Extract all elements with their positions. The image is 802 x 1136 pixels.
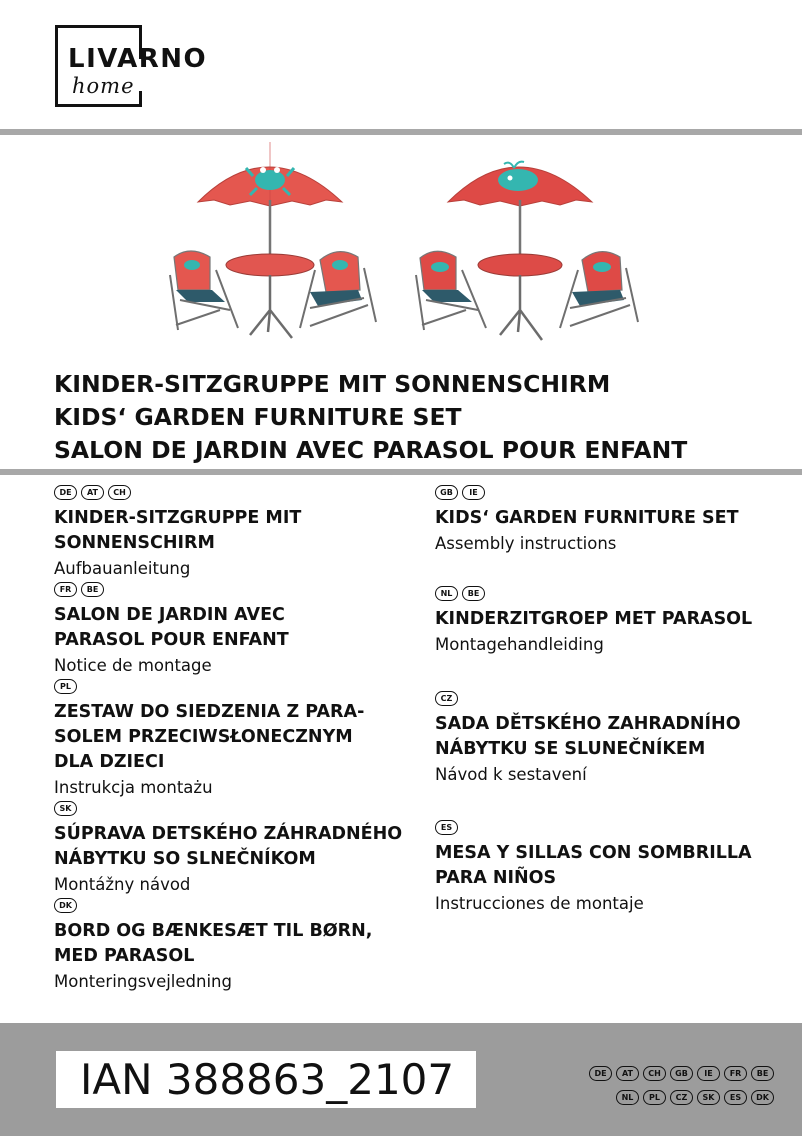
entry-title: SÚPRAVA DETSKÉHO ZÁHRADNÉHO — [54, 824, 403, 844]
top-divider — [0, 129, 802, 135]
language-entry-pl — [54, 679, 424, 800]
entry-title: KINDERZITGROEP MET PARASOL — [435, 609, 753, 629]
country-badge: NL — [435, 586, 458, 601]
language-entry-de — [54, 485, 424, 581]
brand-subname: home — [72, 74, 135, 98]
entry-subtitle: Instrucciones de montaje — [435, 894, 644, 913]
country-badge: FR — [724, 1066, 747, 1081]
country-badge: AT — [81, 485, 104, 500]
country-badge: GB — [670, 1066, 693, 1081]
entry-title: NÁBYTKU SO SLNEČNÍKOM — [54, 849, 316, 869]
entry-title: PARASOL POUR ENFANT — [54, 630, 289, 650]
country-badge: IE — [462, 485, 485, 500]
language-entry-es — [435, 820, 802, 916]
language-entry-fr — [54, 582, 424, 678]
language-column-right — [435, 484, 802, 916]
crab-icon — [255, 170, 285, 190]
logo-frame-segment — [139, 91, 142, 107]
main-title-de: KINDER-SITZGRUPPE MIT SONNENSCHIRM — [54, 370, 611, 398]
entry-subtitle: Montážny návod — [54, 875, 191, 894]
entry-title: MESA Y SILLAS CON SOMBRILLA — [435, 843, 752, 863]
country-badge: BE — [462, 586, 485, 601]
country-badge: NL — [616, 1090, 639, 1105]
entry-subtitle: Návod k sestavení — [435, 765, 587, 784]
whale-icon — [498, 169, 538, 191]
entry-title: ZESTAW DO SIEDZENIA Z PARA- — [54, 702, 365, 722]
footer-badges-row1 — [548, 1066, 774, 1081]
entry-title: BORD OG BÆNKESÆT TIL BØRN, — [54, 921, 373, 941]
country-badge: SK — [54, 801, 77, 816]
entry-title: KINDER-SITZGRUPPE MIT — [54, 508, 302, 528]
language-entry-sk — [54, 801, 424, 897]
language-column-left — [54, 484, 424, 994]
entry-subtitle: Assembly instructions — [435, 534, 617, 553]
entry-subtitle: Aufbauanleitung — [54, 559, 191, 578]
country-badge: CH — [108, 485, 131, 500]
language-entry-nl — [435, 586, 802, 690]
country-badge: FR — [54, 582, 77, 597]
country-badge: PL — [54, 679, 77, 694]
country-badge: CZ — [435, 691, 458, 706]
country-badge: BE — [81, 582, 104, 597]
country-badge: SK — [697, 1090, 720, 1105]
language-entry-cz — [435, 691, 802, 819]
product-illustration — [150, 140, 650, 355]
entry-title: PARA NIÑOS — [435, 868, 557, 888]
country-badge: DE — [54, 485, 77, 500]
language-entry-gb — [435, 485, 802, 585]
country-badge: CZ — [670, 1090, 693, 1105]
country-badge: BE — [751, 1066, 774, 1081]
entry-title: KIDS‘ GARDEN FURNITURE SET — [435, 508, 739, 528]
entry-subtitle: Instrukcja montażu — [54, 778, 213, 797]
entry-subtitle: Monteringsvejledning — [54, 972, 232, 991]
main-title-en: KIDS‘ GARDEN FURNITURE SET — [54, 403, 462, 431]
whale-furniture-set — [416, 162, 638, 340]
entry-subtitle: Montagehandleiding — [435, 635, 604, 654]
entry-title: SONNENSCHIRM — [54, 533, 215, 553]
country-badge: PL — [643, 1090, 666, 1105]
country-badge: DK — [751, 1090, 774, 1105]
crab-furniture-set — [170, 142, 376, 338]
entry-subtitle: Notice de montage — [54, 656, 212, 675]
brand-name: LIVARNO — [68, 44, 208, 74]
country-badge: ES — [435, 820, 458, 835]
country-badge: CH — [643, 1066, 666, 1081]
language-entry-dk — [54, 898, 424, 994]
country-badge: IE — [697, 1066, 720, 1081]
country-badge: AT — [616, 1066, 639, 1081]
entry-title: DLA DZIECI — [54, 752, 165, 772]
entry-title: SALON DE JARDIN AVEC — [54, 605, 285, 625]
entry-title: SOLEM PRZECIWSŁONECZNYM — [54, 727, 353, 747]
entry-title: NÁBYTKU SE SLUNEČNÍKEM — [435, 739, 706, 759]
main-title-fr: SALON DE JARDIN AVEC PARASOL POUR ENFANT — [54, 436, 688, 464]
country-badge: DE — [589, 1066, 612, 1081]
entry-title: MED PARASOL — [54, 946, 195, 966]
footer-badges-row2 — [548, 1090, 774, 1105]
country-badge: ES — [724, 1090, 747, 1105]
country-badge: GB — [435, 485, 458, 500]
ian-number: IAN 388863_2107 — [80, 1055, 455, 1104]
main-titles — [54, 368, 687, 467]
country-badge: DK — [54, 898, 77, 913]
middle-divider — [0, 469, 802, 475]
entry-title: SADA DĚTSKÉHO ZAHRADNÍHO — [435, 714, 741, 734]
